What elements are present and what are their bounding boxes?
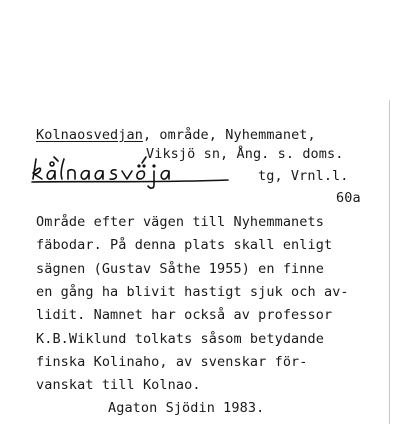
header-line xyxy=(36,126,316,144)
body-line: lidit. Namnet har också av professor xyxy=(36,307,333,323)
body-line: finska Kolinaho, av svenskar för- xyxy=(36,354,308,370)
body-line: en gång ha blivit hastigt sjuk och av- xyxy=(36,284,349,300)
body-line: fäbodar. På denna plats skall enligt xyxy=(36,237,333,253)
location-line-2: tg, Vrnl.l. xyxy=(258,168,349,184)
body-line: vanskat till Kolnao. xyxy=(36,377,201,393)
body-line: Område efter vägen till Nyhemmanets xyxy=(36,214,324,230)
headword: Kolnaosvedjan xyxy=(36,127,143,143)
signature: Agaton Sjödin 1983. xyxy=(108,400,265,416)
header-rest: , område, Nyhemmanet, xyxy=(142,127,316,143)
handwritten-note xyxy=(30,155,230,195)
card-edge-line xyxy=(389,100,390,424)
location-line-3: 60a xyxy=(336,190,361,206)
body-line: K.B.Wiklund tolkats såsom betydande xyxy=(36,331,324,347)
body-line: sägnen (Gustav Såthe 1955) en finne xyxy=(36,261,324,277)
location-line-1: Viksjö sn, Ång. s. doms. xyxy=(146,146,344,162)
